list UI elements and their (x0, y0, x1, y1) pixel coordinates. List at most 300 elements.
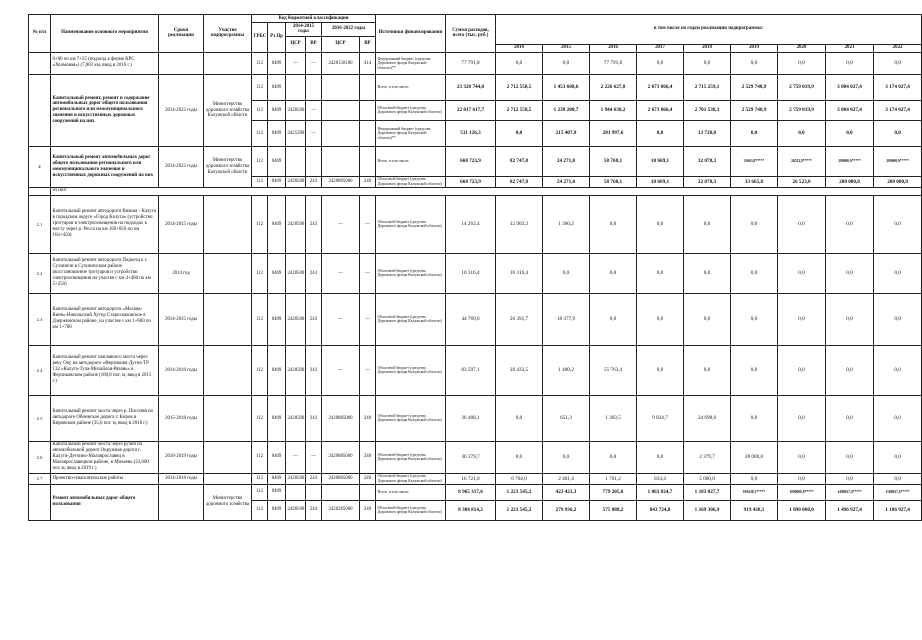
row-number: 2.3 (29, 293, 51, 345)
row-vr: — (306, 120, 322, 146)
row-year-value: 2 673 866,4 (637, 74, 684, 100)
row-csr: 2425390 (286, 120, 306, 146)
row-source: Областной бюджет (средства Дорожного фонда Калужской области) (376, 441, 446, 473)
row-period (159, 484, 204, 520)
row-year-value: 0,0 (778, 52, 826, 74)
row-vr2 (360, 120, 376, 146)
row-year-value: 3 174 027,4 (874, 100, 922, 120)
row-year-value: 423 421,3 (543, 484, 590, 500)
row-vr: 243 (306, 473, 322, 484)
row-number: 2.1 (29, 195, 51, 253)
row-year-value: 0,0 (637, 441, 684, 473)
row-participant: Министерство дорожного хозяйства Калужской области (204, 74, 252, 146)
table-row (29, 473, 922, 484)
row-year-value: 0,0 (496, 441, 543, 473)
budget-table (28, 14, 922, 521)
row-year-value: 10 316,4 (496, 253, 543, 293)
row-year-value: 0,0 (826, 473, 874, 484)
row-year-value: 0,0 (874, 253, 922, 293)
row-period: 2014-2022 годы (159, 146, 204, 187)
row-year-value: 1 223 545,2 (496, 500, 543, 520)
row-period: 2014 год (159, 253, 204, 293)
header-year: 2020 (778, 44, 826, 52)
row-year-value: 1090000,0***** (778, 484, 826, 500)
row-total: 668 723,9 (446, 176, 496, 187)
row-name: Капитальный ремонт автодороги Подъезд к г. Сухиничи в Сухиничском районе (восстановление тротуаров и устройство электроосвещения на участке с км 4+400 по км 5+250) (51, 253, 159, 293)
table-row (29, 187, 922, 195)
row-number (29, 484, 51, 520)
row-total: 511 126,3 (446, 120, 496, 146)
row-year-value: 0,0 (874, 195, 922, 253)
row-vr2: 240 (360, 441, 376, 473)
row-participant (204, 52, 252, 74)
row-grbs: 112 (252, 395, 268, 441)
row-year-value: 834,4 (637, 473, 684, 484)
table-row (29, 395, 922, 441)
row-source: Областной бюджет (средства Дорожного фонда Калужской области) (376, 253, 446, 293)
row-csr: 2428500 (286, 293, 306, 345)
row-rzpr: 0409 (268, 195, 286, 253)
header-kbk: Код бюджетной классификации (252, 15, 376, 23)
row-year-value: 0,0 (874, 120, 922, 146)
row-total: 30 379,7 (446, 441, 496, 473)
row-year-value: 281 997,6 (590, 120, 637, 146)
row-year-value: 58 768,1 (590, 176, 637, 187)
row-grbs: 112 (252, 52, 268, 74)
row-year-value: 2 481,4 (543, 473, 590, 484)
row-year-value: 0,0 (731, 473, 778, 484)
table-row (29, 441, 922, 473)
row-year-value: 0,0 (826, 52, 874, 74)
row-year-value: 5 000,0 (684, 473, 731, 484)
row-rzpr: 0409 (268, 345, 286, 395)
row-year-value: 6 704,0 (496, 473, 543, 484)
row-year-value: 2 712 558,5 (496, 100, 543, 120)
row-participant (204, 441, 252, 473)
row-rzpr: 0409 (268, 146, 286, 176)
header-rzpr: Рз Пр (268, 23, 286, 53)
row-year-value: 1 063 824,7 (637, 484, 684, 500)
row-year-value: 2 759 019,9 (778, 74, 826, 100)
row-year-value: 26 391,7 (496, 293, 543, 345)
row-participant (204, 293, 252, 345)
row-vr: — (306, 441, 322, 473)
row-rzpr: 0409 (268, 293, 286, 345)
row-year-value: 0,0 (684, 345, 731, 395)
row-year-value: 0,0 (731, 120, 778, 146)
row-source: Областной бюджет (средства Дорожного фонда Калужской области) (376, 293, 446, 345)
row-year-value: 0,0 (874, 52, 922, 74)
row-vr2 (360, 484, 376, 500)
row-rzpr: 0409 (268, 500, 286, 520)
header-participant: Участие подпрограммы (204, 15, 252, 53)
row-year-value: 2 759 019,9 (778, 100, 826, 120)
row-year-value: 2 379,7 (684, 441, 731, 473)
row-year-value: 0,0 (874, 441, 922, 473)
row-year-value: 1 223 545,2 (496, 484, 543, 500)
row-rzpr: 0409 (268, 176, 286, 187)
row-vr: 244 (306, 500, 322, 520)
row-year-value: 0,0 (731, 345, 778, 395)
row-participant: Министерство дорожного хозяйства Калужской области (204, 146, 252, 187)
row-grbs: 112 (252, 176, 268, 187)
row-csr: 2428500 (286, 500, 306, 520)
table-row (29, 293, 922, 345)
row-total: 8 384 814,2 (446, 500, 496, 520)
row-vr2 (360, 74, 376, 100)
row-csr (286, 74, 306, 100)
row-year-value: 0,0 (684, 195, 731, 253)
header-total: Сумма расходов, всего (тыс. руб.) (446, 15, 496, 53)
row-year-value: 12 902,2 (496, 195, 543, 253)
row-grbs: 112 (252, 146, 268, 176)
row-year-value: 200 000,0 (826, 176, 874, 187)
row-year-value: 2 529 748,9 (731, 74, 778, 100)
row-csr2: 2420885000 (322, 176, 360, 187)
row-year-value: 0,0 (731, 395, 778, 441)
row-number (29, 74, 51, 146)
row-vr2: — (360, 195, 376, 253)
row-csr: 2428500 (286, 176, 306, 187)
row-year-value: 9 834,7 (637, 395, 684, 441)
row-number: 2.7 (29, 473, 51, 484)
header-vr: ВР (306, 36, 322, 52)
row-year-value: 26523,8***** (778, 146, 826, 176)
row-year-value: 0,0 (731, 253, 778, 293)
row-csr: 2428500 (286, 395, 306, 441)
row-year-value: 0,0 (637, 345, 684, 395)
row-grbs: 112 (252, 253, 268, 293)
row-year-value: 26 433,5 (496, 345, 543, 395)
row-source: Областной бюджет (средства Дорожного фонда Калужской области) (376, 345, 446, 395)
row-total: 23 328 744,0 (446, 74, 496, 100)
row-year-value: 0,0 (637, 293, 684, 345)
row-year-value: 919438,1***** (731, 484, 778, 500)
row-year-value: 0,0 (826, 395, 874, 441)
row-year-value: 0,0 (590, 253, 637, 293)
row-year-value: 0,0 (874, 345, 922, 395)
row-vr (306, 74, 322, 100)
row-year-value: 28 000,0 (731, 441, 778, 473)
row-year-value: 32 078,3 (684, 146, 731, 176)
row-year-value: 58 768,1 (590, 146, 637, 176)
row-year-value: 0,0 (778, 395, 826, 441)
row-number (29, 52, 51, 74)
row-name: 0+00 по км 7+25 (подъезд к ферме КРС «Холмовая») (7,083 км, ввод в 2016 г.) (51, 52, 159, 74)
row-year-value: 2 701 538,3 (684, 100, 731, 120)
row-csr (286, 146, 306, 176)
header-vr2: ВР (360, 36, 376, 52)
row-year-value: 0,0 (543, 253, 590, 293)
row-number: 2.2 (29, 253, 51, 293)
row-year-value: 1 303,5 (590, 395, 637, 441)
row-year-value: 0,0 (874, 473, 922, 484)
row-csr2: — (322, 253, 360, 293)
row-year-value: 0,0 (826, 120, 874, 146)
row-year-value: 2 715 259,1 (684, 74, 731, 100)
row-year-value: 0,0 (684, 52, 731, 74)
row-grbs: 112 (252, 484, 268, 500)
row-csr2: — (322, 293, 360, 345)
row-vr2: 414 (360, 52, 376, 74)
row-source: Федеральный бюджет (средства Дорожного фонда Калужской области)** (376, 52, 446, 74)
row-source: Областной бюджет (средства Дорожного фонда Калужской области) (376, 176, 446, 187)
row-vr2 (360, 146, 376, 176)
row-year-value: 3 084 027,4 (826, 100, 874, 120)
row-grbs: 112 (252, 441, 268, 473)
row-csr2: 2420885000 (322, 441, 360, 473)
row-year-value: 215 407,9 (543, 120, 590, 146)
row-year-value: 0,0 (778, 195, 826, 253)
row-year-value: 0,0 (731, 52, 778, 74)
row-source: Областной бюджет (средства Дорожного фонда Калужской области) (376, 100, 446, 120)
row-vr: 243 (306, 253, 322, 293)
row-period: 2015-2018 годы (159, 395, 204, 441)
table-row (29, 253, 922, 293)
header-grbs: ГРБС (252, 23, 268, 53)
row-source: Областной бюджет (средства Дорожного фонда Калужской области) (376, 473, 446, 484)
row-vr: 243 (306, 293, 322, 345)
row-source: Областной бюджет (средства Дорожного фонда Калужской области) (376, 500, 446, 520)
row-year-value: 82 747,8 (496, 146, 543, 176)
row-participant (204, 195, 252, 253)
row-year-value: 0,0 (496, 395, 543, 441)
row-year-value: 0,0 (684, 293, 731, 345)
row-period: 2014-2022 годы (159, 74, 204, 146)
header-2014-2015: 2014-2015 годы (286, 23, 322, 37)
row-total: 8 965 317,6 (446, 484, 496, 500)
header-csr2: ЦСР (322, 36, 360, 52)
row-grbs: 112 (252, 345, 268, 395)
row-name: Капитальный ремонт моста через ручей на автомобильной дороге Окружная дорога г. Калуги-Детчино-Малоярославец в Малоярославецком районе, в Михеево (23,600 пог. м, ввод в 2019 г.) (51, 441, 159, 473)
subheader-label: из них: (51, 187, 922, 195)
header-year: 2019 (731, 44, 778, 52)
row-year-value: 200000,0***** (874, 146, 922, 176)
row-year-value: 0,0 (778, 120, 826, 146)
table-row (29, 484, 922, 500)
row-name: Капитальный ремонт, ремонт и содержание автомобильных дорог общего пользования регионального или межмуниципального значения и искусственных дорожных сооружений на них (51, 74, 159, 146)
row-year-value: 200000,0***** (826, 146, 874, 176)
row-year-value: 33 665,8 (731, 176, 778, 187)
row-number: 2.4 (29, 345, 51, 395)
row-source: Всего, в том числе: (376, 146, 446, 176)
row-total: 36 488,1 (446, 395, 496, 441)
row-csr2 (322, 484, 360, 500)
row-year-value: 1 453 608,6 (543, 74, 590, 100)
row-year-value: 0,0 (637, 120, 684, 146)
row-year-value: 0,0 (496, 120, 543, 146)
row-year-value: 55 763,4 (590, 345, 637, 395)
row-total: 16 721,0 (446, 473, 496, 484)
row-year-value: 3 084 027,4 (826, 74, 874, 100)
row-year-value: 1 944 630,2 (590, 100, 637, 120)
row-participant (204, 345, 252, 395)
row-csr: 2428500 (286, 195, 306, 253)
row-name: Капитальный ремонт автодороги Вязьма - Калуга в городском округе «Город Калуга» (устройство тротуаров и электроосвещения на подходах к мосту через р. Ресса на км 160+850 по км 164+450) (51, 195, 159, 253)
row-grbs: 112 (252, 195, 268, 253)
row-number: 2.6 (29, 441, 51, 473)
row-year-value: 2 226 627,8 (590, 74, 637, 100)
row-year-value: 919 438,1 (731, 500, 778, 520)
row-name: Проектно-изыскательские работы (51, 473, 159, 484)
row-participant: Министерство дорожного хозяйства (204, 484, 252, 520)
row-csr: 2428500 (286, 253, 306, 293)
row-year-value: 0,0 (826, 195, 874, 253)
row-year-value: 0,0 (826, 441, 874, 473)
row-rzpr: 0409 (268, 100, 286, 120)
row-period: 2018-2019 годы (159, 441, 204, 473)
header-year: 2014 (496, 44, 543, 52)
row-year-value: 1 169 306,9 (684, 500, 731, 520)
row-csr2: 2420285000 (322, 500, 360, 520)
row-year-value: 1 496 927,4 (826, 500, 874, 520)
row-year-value: 0,0 (826, 293, 874, 345)
row-vr (306, 484, 322, 500)
header-num: № п/п (29, 15, 51, 53)
row-source: Областной бюджет (средства Дорожного фонда Калужской области) (376, 195, 446, 253)
header-year: 2016 (590, 44, 637, 52)
row-year-value: 0,0 (590, 441, 637, 473)
row-year-value: 200 000,0 (874, 176, 922, 187)
header-year: 2022 (874, 44, 922, 52)
row-name: Капитальный ремонт наплавного моста через реку Оку на автодороге «Ферзиково-Дугна-ТР 132 «Калуга-Тула-Михайлов-Рязань» в Ферзиковском районе (100,8 пог. м, ввод в 2015 г.) (51, 345, 159, 395)
row-year-value: 0,0 (874, 395, 922, 441)
row-csr2 (322, 146, 360, 176)
row-year-value: 1496927,4***** (826, 484, 874, 500)
row-year-value: 0,0 (590, 293, 637, 345)
row-csr2 (322, 100, 360, 120)
row-name: Капитальный ремонт автомобильных дорог общего пользования регионального или межмуниципального значения и искусственных дорожных сооружений на них (51, 146, 159, 187)
row-vr2: — (360, 253, 376, 293)
row-year-value: 575 088,2 (590, 500, 637, 520)
row-participant (204, 395, 252, 441)
row-number: 2 (29, 146, 51, 187)
row-year-value: 1 360,2 (543, 195, 590, 253)
row-year-value: 279 936,2 (543, 500, 590, 520)
row-period (159, 52, 204, 74)
row-csr2: — (322, 195, 360, 253)
row-year-value: 1 238 200,7 (543, 100, 590, 120)
row-rzpr: 0409 (268, 253, 286, 293)
row-rzpr: 0409 (268, 52, 286, 74)
row-vr2: — (360, 345, 376, 395)
row-vr: — (306, 52, 322, 74)
row-vr: 243 (306, 395, 322, 441)
row-year-value: 0,0 (731, 293, 778, 345)
row-year-value: 843 724,8 (637, 500, 684, 520)
header-2016-2022: 2016-2022 годы (322, 23, 376, 37)
row-year-value: 0,0 (543, 52, 590, 74)
row-year-value: 0,0 (496, 52, 543, 74)
row-vr: 243 (306, 345, 322, 395)
row-year-value: 1 186 927,4 (874, 500, 922, 520)
row-csr2: — (322, 345, 360, 395)
row-csr (286, 484, 306, 500)
row-vr: 243 (306, 195, 322, 253)
row-period: 2014-2016 годы (159, 345, 204, 395)
row-csr2: 2420885000 (322, 395, 360, 441)
row-participant (204, 253, 252, 293)
table-row (29, 74, 922, 100)
row-source: Всего, в том числе: (376, 74, 446, 100)
row-year-value: 0,0 (778, 293, 826, 345)
header-source: Источники финансирования (376, 15, 446, 53)
row-csr: 2428500 (286, 345, 306, 395)
row-rzpr: 0409 (268, 74, 286, 100)
row-vr (306, 146, 322, 176)
row-csr2: 2420885000 (322, 473, 360, 484)
row-vr2 (360, 100, 376, 120)
row-grbs: 112 (252, 100, 268, 120)
row-source: Всего, в том числе: (376, 484, 446, 500)
row-rzpr: 0409 (268, 120, 286, 146)
row-participant (204, 473, 252, 484)
row-year-value: 0,0 (590, 195, 637, 253)
table-row (29, 146, 922, 176)
row-year-value: 0,0 (778, 345, 826, 395)
row-vr2: 240 (360, 176, 376, 187)
row-year-value: 24 698,6 (684, 395, 731, 441)
row-year-value: 0,0 (826, 253, 874, 293)
row-year-value: 1186927,4***** (874, 484, 922, 500)
row-year-value: 3 174 027,4 (874, 74, 922, 100)
row-total: 10 316,4 (446, 253, 496, 293)
header-by-years: в том числе по годам реализации подпрограммы: (496, 15, 922, 45)
row-year-value: 77 791,8 (590, 52, 637, 74)
row-total: 22 817 617,7 (446, 100, 496, 120)
table-row (29, 195, 922, 253)
header-csr: ЦСР (286, 36, 306, 52)
row-csr: — (286, 52, 306, 74)
row-vr: — (306, 100, 322, 120)
row-year-value: 10 669,1 (637, 176, 684, 187)
row-year-value: 13 720,8 (684, 120, 731, 146)
row-csr2 (322, 74, 360, 100)
row-year-value: 0,0 (637, 253, 684, 293)
row-number (29, 187, 51, 195)
row-year-value: 1 400,2 (543, 345, 590, 395)
row-year-value: 0,0 (684, 253, 731, 293)
row-year-value: 779 205,8 (590, 484, 637, 500)
row-name: Капитальный ремонт моста через р. Писочня на автодороге Обнинское дорога г. Киров в Кировском районе (35,0 пог. м, ввод в 2018 г.) (51, 395, 159, 441)
row-year-value: 33665,8***** (731, 146, 778, 176)
row-vr2: 240 (360, 500, 376, 520)
row-grbs: 112 (252, 473, 268, 484)
row-csr2: 2420150180 (322, 52, 360, 74)
row-year-value: 0,0 (637, 52, 684, 74)
row-year-value: 0,0 (637, 195, 684, 253)
row-csr: — (286, 441, 306, 473)
row-rzpr: 0409 (268, 441, 286, 473)
row-year-value: 1 090 000,0 (778, 500, 826, 520)
row-period: 2014-2018 годы (159, 473, 204, 484)
row-grbs: 112 (252, 500, 268, 520)
row-rzpr: 0409 (268, 484, 286, 500)
row-year-value: 0,0 (874, 293, 922, 345)
row-year-value: 1 701,2 (590, 473, 637, 484)
row-total: 668 723,9 (446, 146, 496, 176)
row-name: Капитальный ремонт автодороги «Москва-Киев»-Никольский Хутор Староскаковское в Дзержинском районе, на участке с км 1+600 по км 1+700 (51, 293, 159, 345)
row-total: 44 769,6 (446, 293, 496, 345)
row-vr2: 240 (360, 473, 376, 484)
row-year-value: 18 377,9 (543, 293, 590, 345)
row-year-value: 651,3 (543, 395, 590, 441)
row-year-value: 0,0 (731, 195, 778, 253)
row-year-value: 1 183 027,7 (684, 484, 731, 500)
row-year-value: 2 673 866,4 (637, 100, 684, 120)
row-year-value: 24 271,0 (543, 146, 590, 176)
row-year-value: 2 529 748,9 (731, 100, 778, 120)
